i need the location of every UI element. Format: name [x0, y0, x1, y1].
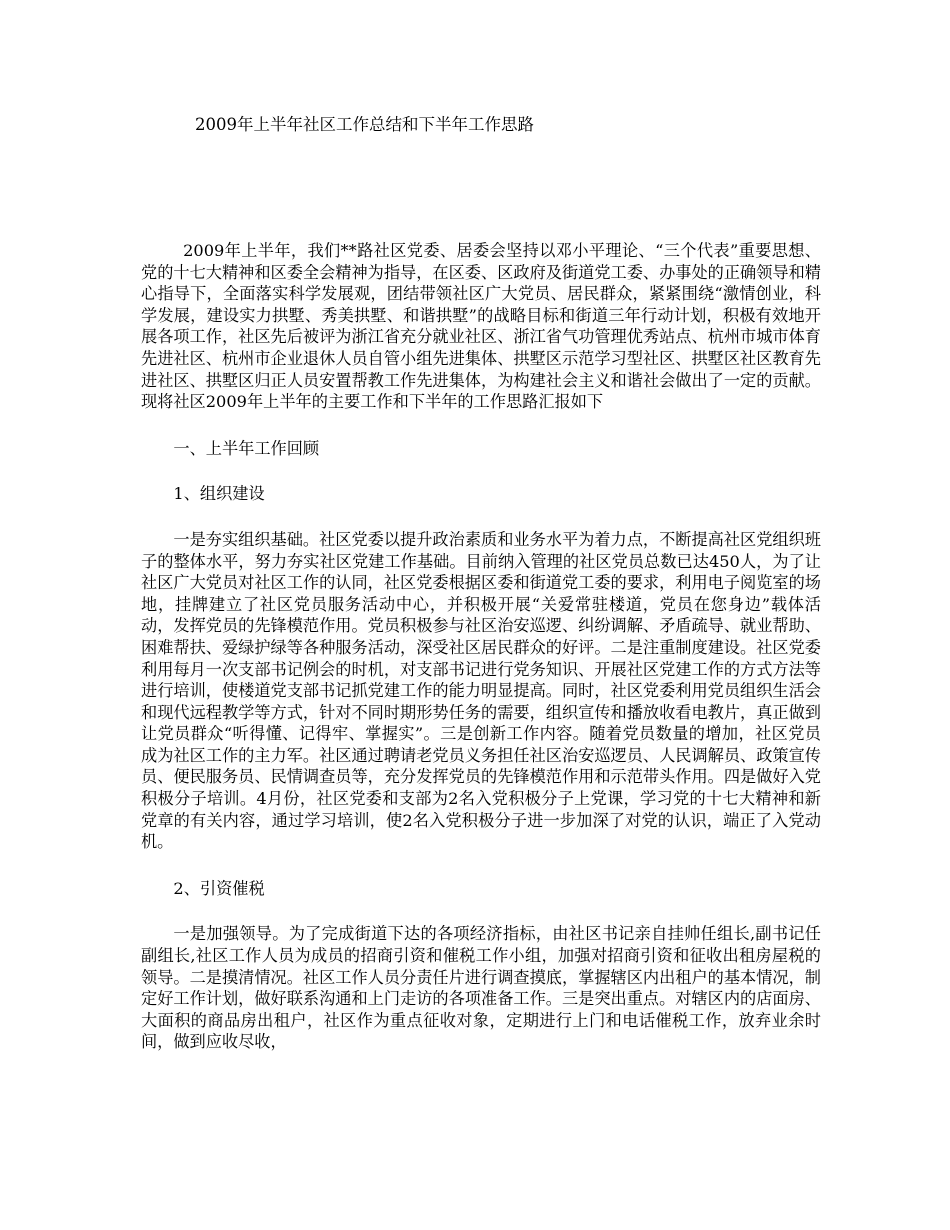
spacer: [141, 505, 821, 529]
document-title: 2009年上半年社区工作总结和下半年工作思路: [195, 115, 534, 134]
organization-paragraph: 一是夯实组织基础。社区党委以提升政治素质和业务水平为着力点，不断提高社区党组织班子的整体水平，努力夯实社区党建工作基础。目前纳入管理的社区党员总数已达450人，为了让社区广大党员对社区工作的认同，社区党委根据区委和街道党工委的要求，利用电子阅览室的场地，挂牌建立了社区党员服务活动中心，并积极开展“关爱常驻楼道，党员在您身边”载体活动，发挥党员的先锋模范作用。党员积极参与社区治安巡逻、纠纷调解、矛盾疏导、就业帮助、困难帮扶、爱绿护绿等各种服务活动，深受社区居民群众的好评。二是注重制度建设。社区党委利用每月一次支部书记例会的时机，对支部书记进行党务知识、开展社区党建工作的方式方法等进行培训，使楼道党支部书记抓党建工作的能力明显提高。同时，社区党委利用党员组织生活会和现代远程教学等方式，针对不同时期形势任务的需要，组织宣传和播放收看电教片，真正做到让党员群众“听得懂、记得牢、掌握实”。三是创新工作内容。随着党员数量的增加，社区党员成为社区工作的主力军。社区通过聘请老党员义务担任社区治安巡逻员、人民调解员、政策宣传员、便民服务员、民情调查员等，充分发挥党员的先锋模范作用和示范带头作用。四是做好入党积极分子培训。4月份，社区党委和支部为2名入党积极分子上党课，学习党的十七大精神和新党章的有关内容，通过学习培训，使2名入党积极分子进一步加深了对党的认识，端正了入党动机。: [141, 529, 821, 852]
spacer: [141, 459, 821, 483]
intro-paragraph: 2009年上半年，我们**路社区党委、居委会坚持以邓小平理论、“三个代表”重要思想、党的十七大精神和区委全会精神为指导，在区委、区政府及街道党工委、办事处的正确领导和精心指导下，全面落实科学发展观，团结带领社区广大党员、居民群众，紧紧围绕“激情创业，科学发展，建设实力拱墅、秀美拱墅、和谐拱墅”的战略目标和街道三年行动计划，积极有效地开展各项工作，社区先后被评为浙江省充分就业社区、浙江省气功管理优秀站点、杭州市城市体育先进社区、杭州市企业退休人员自管小组先进集体、拱墅区示范学习型社区、拱墅区社区教育先进社区、拱墅区归正人员安置帮教工作先进集体，为构建社会主义和谐社会做出了一定的贡献。现将社区2009年上半年的主要工作和下半年的工作思路汇报如下: [141, 241, 821, 412]
section-heading-review: 一、上半年工作回顾: [173, 438, 320, 458]
investment-tax-paragraph: 一是加强领导。为了完成街道下达的各项经济指标，由社区书记亲自挂帅任组长,副书记任副组长,社区工作人员为成员的招商引资和催税工作小组，加强对招商引资和征收出租房屋税的领导。二是摸清情况。社区工作人员分责任片进行调查摸底，掌握辖区内出租户的基本情况，制定好工作计划，做好联系沟通和上门走访的各项准备工作。三是突出重点。对辖区内的店面房、大面积的商品房出租户，社区作为重点征收对象，定期进行上门和电话催税工作，放弃业余时间，做到应收尽收，: [141, 924, 821, 1052]
subsection-heading-investment-tax: 2、引资催税: [173, 878, 265, 898]
spacer: [141, 413, 821, 438]
spacer: [141, 899, 821, 923]
subsection-heading-organization: 1、组织建设: [173, 484, 265, 504]
document-body: [141, 240, 821, 1053]
spacer: [141, 853, 821, 878]
